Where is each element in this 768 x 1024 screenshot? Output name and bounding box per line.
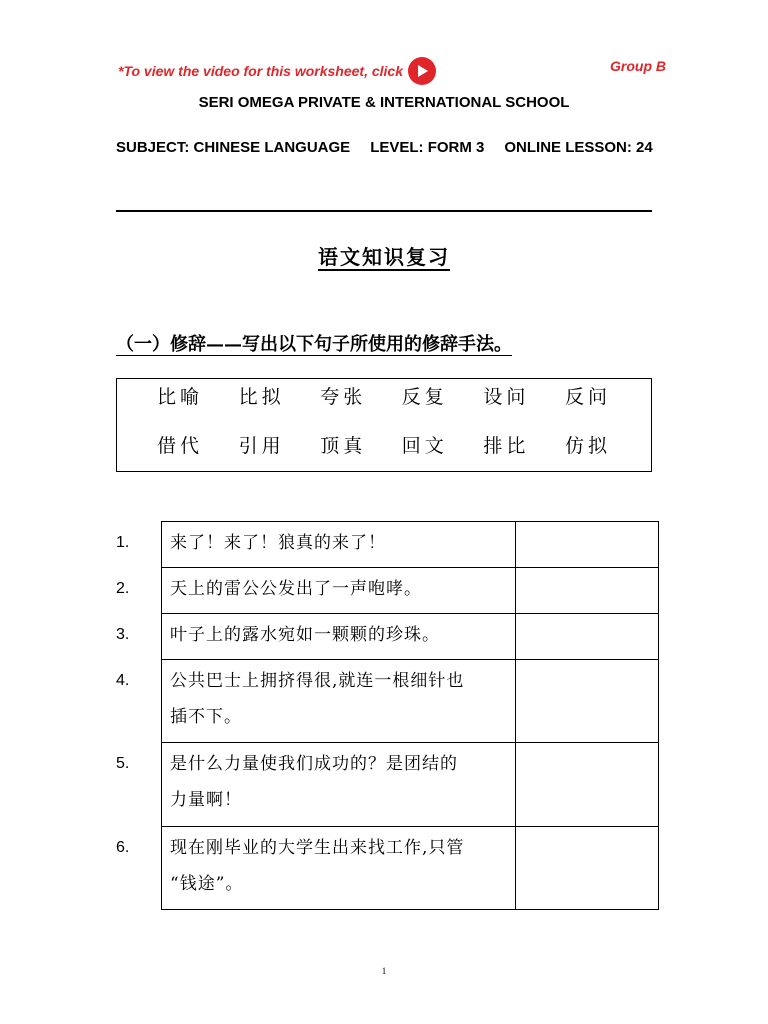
- term: 借代: [157, 435, 204, 457]
- terms-row: [157, 431, 611, 458]
- play-icon[interactable]: [408, 57, 436, 85]
- header-divider: [116, 210, 652, 212]
- school-name: SERI OMEGA PRIVATE & INTERNATIONAL SCHOOL: [198, 94, 570, 111]
- page-number: 1: [381, 966, 387, 976]
- worksheet-title: [0, 241, 768, 270]
- question-text: 天上的雷公公发出了一声咆哮。: [162, 568, 516, 614]
- video-link-text: *To view the video for this worksheet, click: [118, 63, 404, 79]
- level-label: LEVEL: FORM 3: [370, 139, 485, 156]
- worksheet-title-text: 语文知识复习: [318, 245, 450, 269]
- table-row: [162, 827, 659, 910]
- question-number: 1.: [116, 534, 130, 551]
- lesson-label: ONLINE LESSON: 24: [504, 139, 653, 156]
- table-row: [162, 568, 659, 614]
- question-number: 4.: [116, 672, 130, 689]
- terms-box: [116, 378, 652, 472]
- question-number: 2.: [116, 580, 130, 597]
- question-text: 现在刚毕业的大学生出来找工作,只管 “钱途”。: [162, 827, 516, 910]
- question-text: 公共巴士上拥挤得很,就连一根细针也 插不下。: [162, 660, 516, 743]
- subject-label: SUBJECT: CHINESE LANGUAGE: [116, 139, 351, 156]
- answer-cell[interactable]: [516, 827, 659, 910]
- term: 夸张: [320, 386, 367, 408]
- question-number: 5.: [116, 755, 130, 772]
- answer-cell[interactable]: [516, 522, 659, 568]
- table-row: [162, 660, 659, 743]
- video-link[interactable]: [118, 57, 436, 85]
- answer-cell[interactable]: [516, 743, 659, 827]
- answer-cell[interactable]: [516, 660, 659, 743]
- term: 引用: [238, 435, 285, 457]
- table-row: [162, 522, 659, 568]
- term: 回文: [401, 435, 448, 457]
- term: 反问: [564, 386, 611, 408]
- term: 设问: [483, 386, 530, 408]
- table-row: [162, 743, 659, 827]
- term: 顶真: [320, 435, 367, 457]
- question-number: 6.: [116, 839, 130, 856]
- term: 反复: [401, 386, 448, 408]
- question-text: 是什么力量使我们成功的？是团结的 力量啊！: [162, 743, 516, 827]
- question-number: 3.: [116, 626, 130, 643]
- table-row: [162, 614, 659, 660]
- terms-row: [157, 382, 611, 409]
- answer-cell[interactable]: [516, 568, 659, 614]
- question-text: 叶子上的露水宛如一颗颗的珍珠。: [162, 614, 516, 660]
- term: 比喻: [157, 386, 204, 408]
- section-heading: （一）修辞——写出以下句子所使用的修辞手法。: [116, 334, 512, 355]
- answer-cell[interactable]: [516, 614, 659, 660]
- subject-line: [116, 139, 653, 156]
- group-label: Group B: [610, 58, 666, 74]
- question-text: 来了！来了！狼真的来了！: [162, 522, 516, 568]
- term: 比拟: [238, 386, 285, 408]
- term: 排比: [483, 435, 530, 457]
- term: 仿拟: [564, 435, 611, 457]
- questions-table: [161, 521, 659, 910]
